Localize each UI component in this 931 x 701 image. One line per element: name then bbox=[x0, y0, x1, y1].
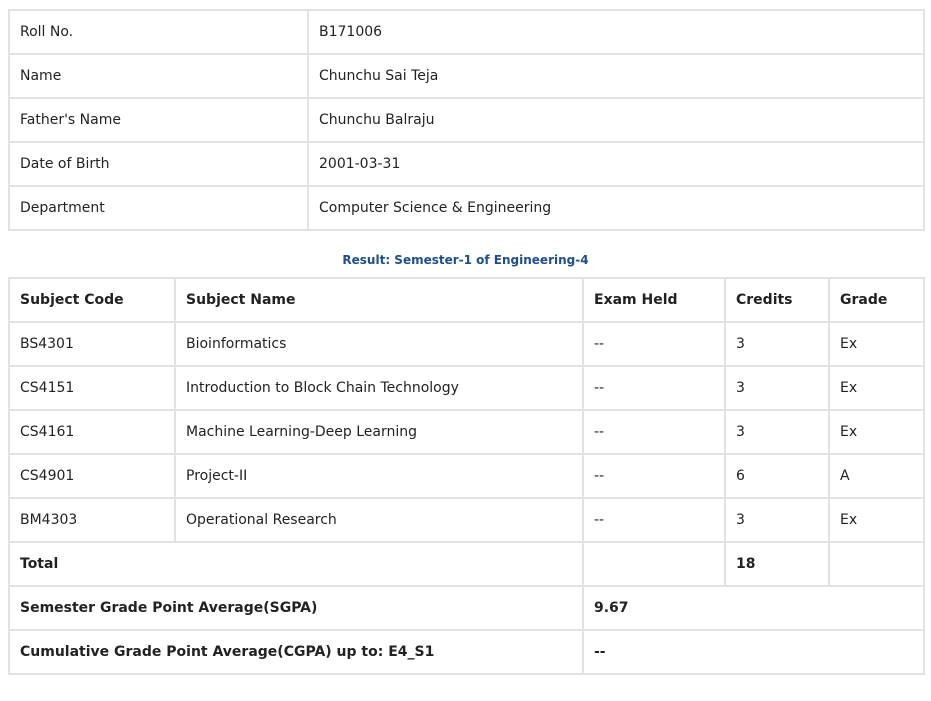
sgpa-label: Semester Grade Point Average(SGPA) bbox=[9, 586, 583, 630]
cgpa-row bbox=[9, 630, 924, 674]
credits: 6 bbox=[725, 454, 829, 498]
subject-code: BM4303 bbox=[9, 498, 175, 542]
subject-row bbox=[9, 454, 924, 498]
subject-code: CS4901 bbox=[9, 454, 175, 498]
credits-header: Credits bbox=[725, 278, 829, 322]
total-exam-held-empty bbox=[583, 542, 725, 586]
total-label: Total bbox=[9, 542, 583, 586]
subject-name-header: Subject Name bbox=[175, 278, 583, 322]
subject-row bbox=[9, 498, 924, 542]
subject-code: CS4151 bbox=[9, 366, 175, 410]
credits: 3 bbox=[725, 498, 829, 542]
total-row bbox=[9, 542, 924, 586]
subject-name: Introduction to Block Chain Technology bbox=[175, 366, 583, 410]
credits: 3 bbox=[725, 410, 829, 454]
father-name-row bbox=[9, 98, 924, 142]
subject-code: CS4161 bbox=[9, 410, 175, 454]
father-name-label: Father's Name bbox=[9, 98, 308, 142]
exam-held-header: Exam Held bbox=[583, 278, 725, 322]
total-grade-empty bbox=[829, 542, 924, 586]
grade: A bbox=[829, 454, 924, 498]
grade: Ex bbox=[829, 322, 924, 366]
subject-row bbox=[9, 410, 924, 454]
grade-header: Grade bbox=[829, 278, 924, 322]
department-row bbox=[9, 186, 924, 230]
date-of-birth-value: 2001-03-31 bbox=[308, 142, 924, 186]
date-of-birth-label: Date of Birth bbox=[9, 142, 308, 186]
roll-number-label: Roll No. bbox=[9, 10, 308, 54]
total-credits: 18 bbox=[725, 542, 829, 586]
exam-held: -- bbox=[583, 454, 725, 498]
result-header-row bbox=[9, 278, 924, 322]
grade: Ex bbox=[829, 410, 924, 454]
roll-number-value: B171006 bbox=[308, 10, 924, 54]
department-value: Computer Science & Engineering bbox=[308, 186, 924, 230]
department-label: Department bbox=[9, 186, 308, 230]
name-value: Chunchu Sai Teja bbox=[308, 54, 924, 98]
credits: 3 bbox=[725, 366, 829, 410]
grade: Ex bbox=[829, 366, 924, 410]
subject-code: BS4301 bbox=[9, 322, 175, 366]
date-of-birth-row bbox=[9, 142, 924, 186]
exam-held: -- bbox=[583, 498, 725, 542]
father-name-value: Chunchu Balraju bbox=[308, 98, 924, 142]
exam-held: -- bbox=[583, 322, 725, 366]
cgpa-label: Cumulative Grade Point Average(CGPA) up to: E4_S1 bbox=[9, 630, 583, 674]
grade: Ex bbox=[829, 498, 924, 542]
subject-name: Project-II bbox=[175, 454, 583, 498]
roll-number-row bbox=[9, 10, 924, 54]
result-caption: Result: Semester-1 of Engineering-4 bbox=[342, 253, 589, 267]
name-row bbox=[9, 54, 924, 98]
subject-name: Operational Research bbox=[175, 498, 583, 542]
sgpa-row bbox=[9, 586, 924, 630]
subject-name: Machine Learning-Deep Learning bbox=[175, 410, 583, 454]
exam-held: -- bbox=[583, 410, 725, 454]
subject-row bbox=[9, 366, 924, 410]
credits: 3 bbox=[725, 322, 829, 366]
cgpa-value: -- bbox=[583, 630, 924, 674]
result-table bbox=[8, 277, 925, 675]
subject-code-header: Subject Code bbox=[9, 278, 175, 322]
name-label: Name bbox=[9, 54, 308, 98]
subject-name: Bioinformatics bbox=[175, 322, 583, 366]
exam-held: -- bbox=[583, 366, 725, 410]
sgpa-value: 9.67 bbox=[583, 586, 924, 630]
subject-row bbox=[9, 322, 924, 366]
student-details-table bbox=[8, 9, 925, 231]
